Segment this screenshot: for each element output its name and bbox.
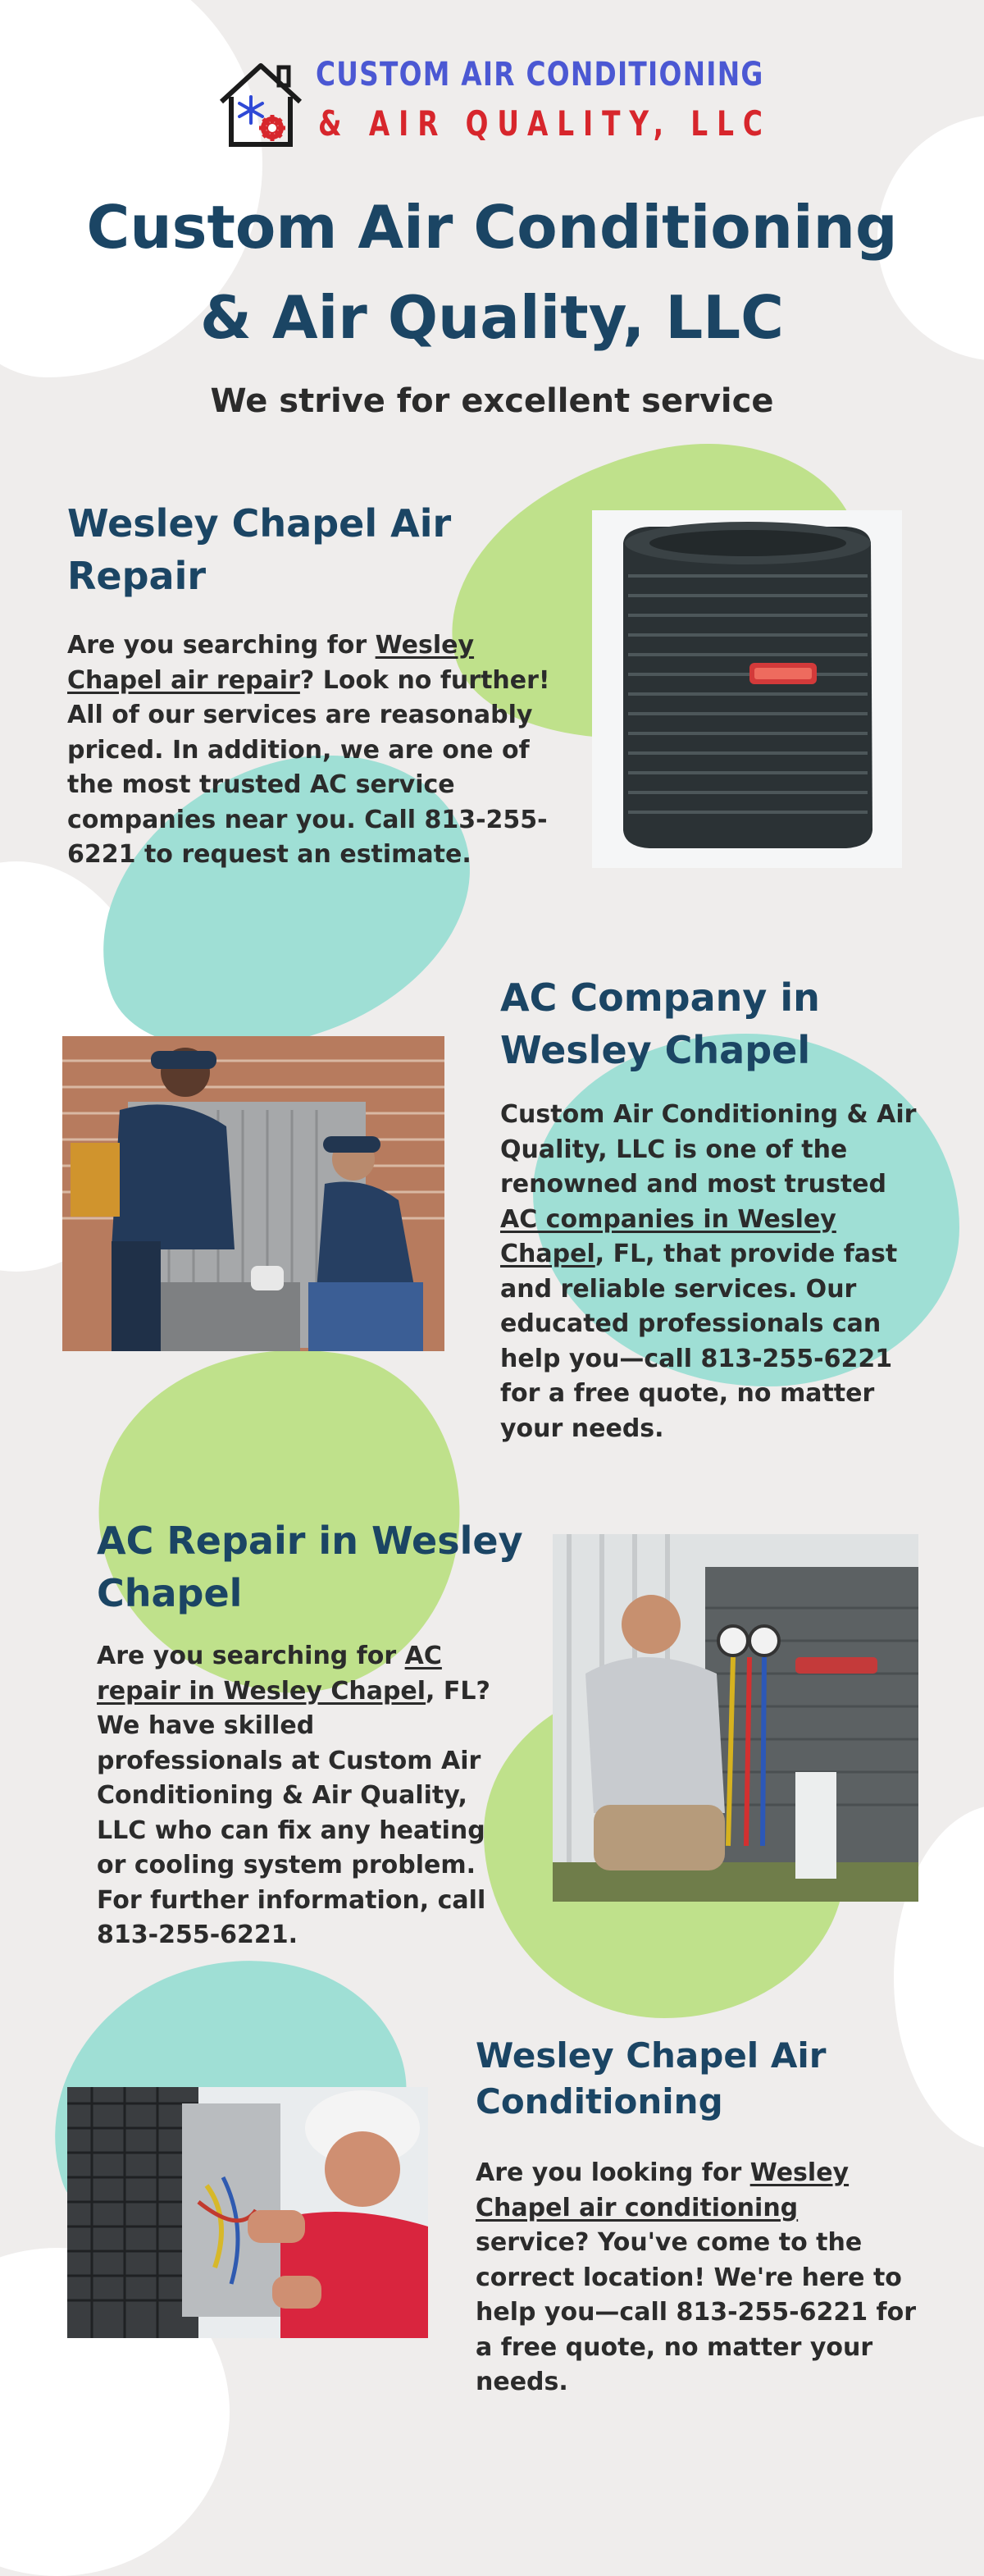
page-title-line-1: Custom Air Conditioning [86, 193, 898, 262]
section-1-title-line-2: Repair [67, 554, 207, 598]
technician-wiring-image [67, 2087, 428, 2338]
page-title-line-2: & Air Quality, LLC [199, 283, 785, 352]
logo-line-1: CUSTOM AIR CONDITIONING [316, 56, 764, 94]
section-4-text-before: Are you looking for [476, 2158, 750, 2187]
tagline: We strive for excellent service [210, 382, 774, 420]
house-snowflake-gear-icon [215, 56, 307, 151]
section-2-text [500, 1098, 927, 1446]
technicians-working-image [62, 1036, 444, 1351]
section-2-title [500, 971, 959, 1076]
section-1-text [67, 628, 559, 873]
section-1-text-before: Are you searching for [67, 631, 376, 660]
section-2-text-before: Custom Air Conditioning & Air Quality, LLC is one of the renowned and most trusted [500, 1100, 917, 1199]
section-2-text-after: , FL, that provide fast and reliable services. Our educated professionals can help you—call 813-255-6221 for a free quote, no matter your needs. [500, 1240, 898, 1443]
section-4-text-after: service? You've come to the correct location! We're here to help you—call 813-255-6221 for a free quote, no matter your needs. [476, 2228, 917, 2396]
page-title [0, 182, 984, 363]
section-3-text-before: Are you searching for [97, 1642, 405, 1670]
section-2-title-line-1: AC Company in [500, 975, 820, 1020]
section-3-title [97, 1514, 556, 1619]
ac-companies-link[interactable]: AC companies in Wesley Chapel [500, 1204, 836, 1268]
section-1-text-after: ? Look no further! All of our services are reasonably priced. In addition, we are one of the most trusted AC service companies near you. Call 813-255-6221 to request an estimate. [67, 665, 550, 869]
section-1-title-line-1: Wesley Chapel Air [67, 501, 452, 546]
section-3-title-line-2: Chapel [97, 1571, 243, 1615]
logo-line-2: & AIR QUALITY, LLC [318, 103, 772, 144]
ac-repair-link[interactable]: AC repair in Wesley Chapel [97, 1642, 442, 1706]
section-4-title-line-2: Conditioning [476, 2081, 723, 2122]
section-1-title [67, 497, 526, 602]
section-4-title-line-1: Wesley Chapel Air [476, 2035, 827, 2076]
technician-gauges-image [553, 1534, 918, 1902]
section-3-text-after: , FL? We have skilled professionals at Custom Air Conditioning & Air Quality, LLC who can fix any heating or cooling system problem. For further information, call 813-255-6221. [97, 1676, 490, 1949]
wesley-chapel-air-conditioning-link[interactable]: Wesley Chapel air conditioning [476, 2158, 850, 2222]
section-4-text [476, 2156, 918, 2400]
section-3-text [97, 1639, 499, 1953]
ac-condenser-unit-image [592, 510, 902, 868]
section-3-title-line-1: AC Repair in Wesley [97, 1519, 523, 1563]
wesley-chapel-air-repair-link[interactable]: Wesley Chapel air repair [67, 631, 475, 695]
section-4-title [476, 2033, 935, 2125]
section-2-title-line-2: Wesley Chapel [500, 1028, 811, 1072]
